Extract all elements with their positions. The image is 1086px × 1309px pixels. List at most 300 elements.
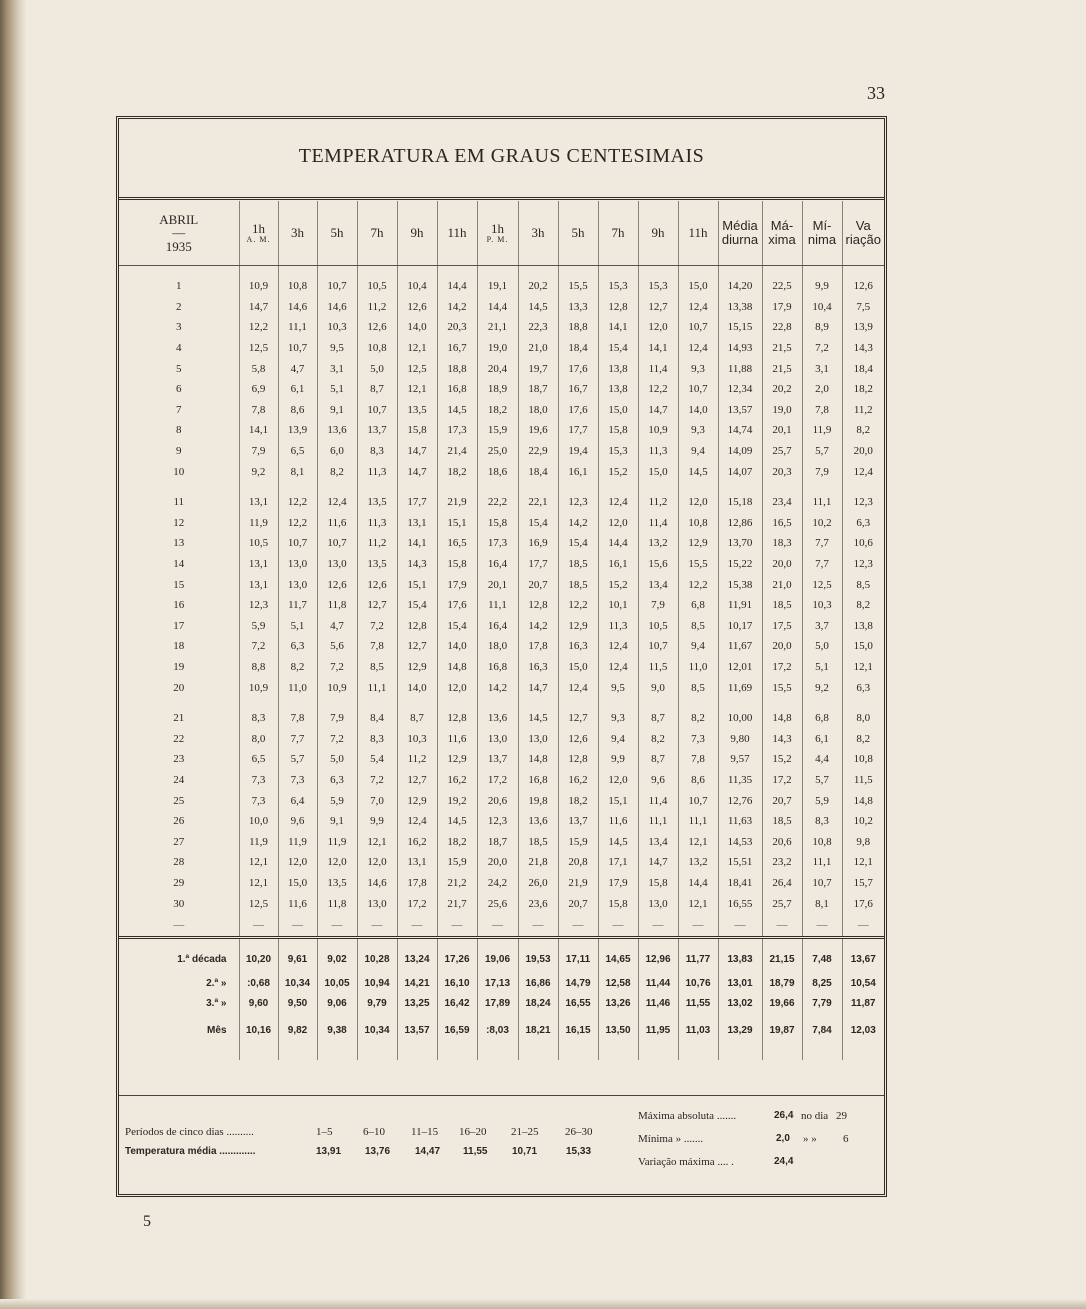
table-cell: — xyxy=(802,914,842,938)
table-row xyxy=(119,708,884,729)
table-cell: 14,0 xyxy=(397,677,437,698)
table-cell: 12,1 xyxy=(842,657,884,678)
table-cell: 11,87 xyxy=(842,993,884,1014)
table-row xyxy=(119,379,884,400)
table-cell: 10,3 xyxy=(317,317,357,338)
table-cell: 13,38 xyxy=(718,297,762,318)
table-cell: 9,9 xyxy=(802,276,842,297)
table-cell: 5,7 xyxy=(802,770,842,791)
table-cell: 11,67 xyxy=(718,636,762,657)
page-edge-shadow xyxy=(0,1299,1086,1309)
table-cell: 13,83 xyxy=(718,937,762,973)
header-hour: 5h xyxy=(317,201,357,266)
table-cell: 7,9 xyxy=(317,708,357,729)
table-cell: 18,7 xyxy=(477,831,518,852)
group-spacer xyxy=(119,698,884,708)
table-cell: 14,7 xyxy=(239,297,278,318)
table-cell: 14,7 xyxy=(397,461,437,482)
row-label: 18 xyxy=(173,640,185,653)
table-cell: 5,1 xyxy=(802,657,842,678)
table-cell: 19,87 xyxy=(762,1014,802,1048)
table-cell: 12,3 xyxy=(842,554,884,575)
period-range: 16–20 xyxy=(459,1126,487,1138)
table-cell: 11,91 xyxy=(718,595,762,616)
table-cell: 10,8 xyxy=(357,338,397,359)
temperature-table xyxy=(119,201,884,1060)
table-cell: 21,7 xyxy=(437,893,477,914)
table-cell: 10,34 xyxy=(278,973,317,994)
table-row xyxy=(119,873,884,894)
group-spacer xyxy=(119,482,884,492)
header-hour: 11h xyxy=(437,201,477,266)
table-cell: 18,41 xyxy=(718,873,762,894)
table-cell: 14,8 xyxy=(762,708,802,729)
table-cell: 20,6 xyxy=(477,790,518,811)
row-label: 9 xyxy=(176,445,182,458)
table-cell: 12,5 xyxy=(397,358,437,379)
table-cell: 15,8 xyxy=(638,873,678,894)
header-hour: 3h xyxy=(518,201,558,266)
table-cell: 14,5 xyxy=(598,831,638,852)
table-cell: 10,7 xyxy=(678,379,718,400)
table-cell: 17,7 xyxy=(518,554,558,575)
table-cell: 14,09 xyxy=(718,441,762,462)
table-cell: 15,4 xyxy=(397,595,437,616)
table-cell: 14,2 xyxy=(518,616,558,637)
table-cell: 13,0 xyxy=(278,554,317,575)
table-cell: 6,3 xyxy=(317,770,357,791)
period-mean: 10,71 xyxy=(512,1146,538,1157)
table-cell: 7,9 xyxy=(802,461,842,482)
table-cell: 10,2 xyxy=(802,513,842,534)
table-cell: 10,05 xyxy=(317,973,357,994)
table-cell: 10,0 xyxy=(239,811,278,832)
table-cell: 8,2 xyxy=(278,657,317,678)
table-cell: 14,2 xyxy=(477,677,518,698)
table-row xyxy=(119,657,884,678)
table-cell: 12,2 xyxy=(278,492,317,513)
table-cell: 18,7 xyxy=(518,379,558,400)
row-label: 5 xyxy=(176,362,182,375)
table-cell: 19,4 xyxy=(558,441,598,462)
table-cell: 16,10 xyxy=(437,973,477,994)
table-cell: 14,4 xyxy=(598,533,638,554)
table-cell: 3,1 xyxy=(802,358,842,379)
table-cell: 8,6 xyxy=(278,400,317,421)
table-cell: 8,5 xyxy=(842,574,884,595)
table-cell: 16,86 xyxy=(518,973,558,994)
book-spine-shadow xyxy=(0,0,26,1309)
table-cell: 14,21 xyxy=(397,973,437,994)
table-cell: 5,8 xyxy=(239,358,278,379)
table-cell: 5,1 xyxy=(278,616,317,637)
table-cell: 8,3 xyxy=(802,811,842,832)
table-cell: 20,0 xyxy=(477,852,518,873)
header-hour: 5h xyxy=(558,201,598,266)
table-cell: 14,6 xyxy=(357,873,397,894)
table-cell: 6,1 xyxy=(278,379,317,400)
table-cell: 9,6 xyxy=(638,770,678,791)
table-cell: 10,3 xyxy=(802,595,842,616)
table-cell: 14,3 xyxy=(397,554,437,575)
table-cell: 11,1 xyxy=(678,811,718,832)
table-cell: 15,2 xyxy=(598,574,638,595)
table-cell: 9,1 xyxy=(317,400,357,421)
table-cell: 18,8 xyxy=(558,317,598,338)
table-cell: 9,3 xyxy=(678,420,718,441)
table-cell: 16,1 xyxy=(558,461,598,482)
row-label: 8 xyxy=(176,424,182,437)
table-cell: 14,8 xyxy=(518,749,558,770)
table-cell: 13,5 xyxy=(357,554,397,575)
table-cell: 11,1 xyxy=(278,317,317,338)
table-cell: 19,53 xyxy=(518,937,558,973)
table-cell: 7,5 xyxy=(842,297,884,318)
table-cell: 14,5 xyxy=(518,708,558,729)
stats-section xyxy=(119,1095,884,1186)
table-cell: 13,0 xyxy=(477,728,518,749)
period-range: 6–10 xyxy=(363,1126,385,1138)
table-cell: 20,3 xyxy=(437,317,477,338)
table-cell: 17,5 xyxy=(762,616,802,637)
table-cell: 12,4 xyxy=(678,338,718,359)
table-cell: 14,65 xyxy=(598,937,638,973)
table-cell: — xyxy=(357,914,397,938)
table-cell: 14,20 xyxy=(718,276,762,297)
header-hour: 1h A. M. xyxy=(239,201,278,266)
absolute-max-value: 26,4 xyxy=(774,1110,794,1121)
table-cell: 11,9 xyxy=(802,420,842,441)
table-cell: 14,8 xyxy=(842,790,884,811)
table-cell: 13,57 xyxy=(397,1014,437,1048)
row-label: 24 xyxy=(173,773,185,786)
row-label: 10 xyxy=(173,465,185,478)
absolute-min-value: 2,0 xyxy=(776,1133,790,1144)
table-cell: 13,7 xyxy=(357,420,397,441)
table-cell: 17,3 xyxy=(477,533,518,554)
table-cell: 12,1 xyxy=(842,852,884,873)
period-mean: 13,76 xyxy=(365,1146,391,1157)
table-cell: 18,21 xyxy=(518,1014,558,1048)
table-cell: 12,4 xyxy=(678,297,718,318)
table-cell: 10,1 xyxy=(598,595,638,616)
table-cell: 14,4 xyxy=(437,276,477,297)
table-cell: 6,1 xyxy=(802,728,842,749)
table-cell: — xyxy=(239,914,278,938)
table-cell: 10,7 xyxy=(678,317,718,338)
table-cell: 14,6 xyxy=(278,297,317,318)
table-cell: 12,8 xyxy=(518,595,558,616)
table-row xyxy=(119,317,884,338)
table-cell: 17,6 xyxy=(842,893,884,914)
table-cell: 12,9 xyxy=(558,616,598,637)
table-cell: 13,3 xyxy=(558,297,598,318)
table-cell: 8,3 xyxy=(357,728,397,749)
table-cell: — xyxy=(718,914,762,938)
header-hour: 11h xyxy=(678,201,718,266)
table-cell: 6,3 xyxy=(842,677,884,698)
row-label: 11 xyxy=(173,496,185,509)
table-cell: 7,3 xyxy=(239,790,278,811)
table-cell: 18,0 xyxy=(518,400,558,421)
table-cell: 14,53 xyxy=(718,831,762,852)
table-cell: 16,2 xyxy=(437,770,477,791)
row-label: 23 xyxy=(173,753,185,766)
table-cell: 19,06 xyxy=(477,937,518,973)
table-cell: 13,0 xyxy=(278,574,317,595)
table-cell: 9,5 xyxy=(598,677,638,698)
table-cell: 15,8 xyxy=(477,513,518,534)
table-body xyxy=(119,266,884,1060)
table-cell: 15,9 xyxy=(477,420,518,441)
table-row xyxy=(119,636,884,657)
max-variation-label: Variação máxima .... . xyxy=(638,1156,734,1168)
table-cell: 10,7 xyxy=(678,790,718,811)
table-cell: 13,0 xyxy=(357,893,397,914)
table-cell: 6,3 xyxy=(278,636,317,657)
table-cell: 19,2 xyxy=(437,790,477,811)
table-cell: 15,51 xyxy=(718,852,762,873)
table-cell: 12,7 xyxy=(357,595,397,616)
table-cell: 13,9 xyxy=(278,420,317,441)
table-cell: 11,1 xyxy=(802,852,842,873)
table-cell: 15,4 xyxy=(518,513,558,534)
table-cell: 8,2 xyxy=(842,420,884,441)
table-cell: 6,5 xyxy=(278,441,317,462)
table-cell: 11,2 xyxy=(357,297,397,318)
table-cell: :0,68 xyxy=(239,973,278,994)
table-cell: 13,01 xyxy=(718,973,762,994)
table-row xyxy=(119,297,884,318)
table-cell: 19,6 xyxy=(518,420,558,441)
table-cell: 25,6 xyxy=(477,893,518,914)
table-row xyxy=(119,770,884,791)
table-cell: — xyxy=(437,914,477,938)
table-cell: 13,7 xyxy=(558,811,598,832)
table-cell: 5,0 xyxy=(357,358,397,379)
table-cell: — xyxy=(278,914,317,938)
table-cell: 13,0 xyxy=(638,893,678,914)
table-cell: 17,2 xyxy=(477,770,518,791)
table-cell: 15,4 xyxy=(598,338,638,359)
table-cell: 14,6 xyxy=(317,297,357,318)
table-cell: 12,1 xyxy=(397,338,437,359)
table-cell: 12,9 xyxy=(678,533,718,554)
footer-signature-mark: 5 xyxy=(143,1213,151,1230)
table-cell: 17,7 xyxy=(397,492,437,513)
table-row xyxy=(119,358,884,379)
table-row xyxy=(119,595,884,616)
table-cell: 18,5 xyxy=(518,831,558,852)
table-cell: 10,7 xyxy=(357,400,397,421)
table-cell: 18,2 xyxy=(437,831,477,852)
table-cell: 16,3 xyxy=(558,636,598,657)
table-cell: 12,6 xyxy=(357,574,397,595)
table-cell: — xyxy=(477,914,518,938)
table-cell: 14,3 xyxy=(842,338,884,359)
table-cell: 8,7 xyxy=(397,708,437,729)
table-cell: — xyxy=(678,914,718,938)
table-cell: 11,2 xyxy=(842,400,884,421)
table-cell: 13,24 xyxy=(397,937,437,973)
table-cell: 12,2 xyxy=(558,595,598,616)
table-cell: 21,0 xyxy=(518,338,558,359)
row-label: 12 xyxy=(173,516,185,529)
table-cell: 9,8 xyxy=(842,831,884,852)
table-cell: 13,25 xyxy=(397,993,437,1014)
table-cell: 13,5 xyxy=(397,400,437,421)
table-cell: 13,8 xyxy=(598,358,638,379)
period-mean: 13,91 xyxy=(316,1146,342,1157)
table-cell: 18,3 xyxy=(762,533,802,554)
period-mean: 15,33 xyxy=(566,1146,592,1157)
row-label: 1 xyxy=(176,280,182,293)
row-label: 6 xyxy=(176,383,182,396)
table-cell: 8,7 xyxy=(357,379,397,400)
table-cell: 7,8 xyxy=(239,400,278,421)
table-cell: 5,9 xyxy=(802,790,842,811)
table-cell: 18,79 xyxy=(762,973,802,994)
table-cell: 15,1 xyxy=(598,790,638,811)
header-hour: 7h xyxy=(598,201,638,266)
table-cell: 7,2 xyxy=(317,728,357,749)
table-cell: 10,8 xyxy=(802,831,842,852)
table-cell: 14,4 xyxy=(678,873,718,894)
row-label: 26 xyxy=(173,815,185,828)
table-cell: 20,3 xyxy=(762,461,802,482)
table-cell: 9,57 xyxy=(718,749,762,770)
table-row xyxy=(119,513,884,534)
row-label: 25 xyxy=(173,794,185,807)
table-cell: 16,7 xyxy=(437,338,477,359)
table-cell: 21,15 xyxy=(762,937,802,973)
table-cell: 22,5 xyxy=(762,276,802,297)
table-cell: — xyxy=(842,914,884,938)
table-cell: 8,25 xyxy=(802,973,842,994)
table-cell: 7,2 xyxy=(357,770,397,791)
table-cell: 13,1 xyxy=(397,513,437,534)
table-cell: 12,7 xyxy=(558,708,598,729)
table-cell: 14,5 xyxy=(678,461,718,482)
table-cell: 10,9 xyxy=(239,276,278,297)
table-cell: 12,1 xyxy=(678,893,718,914)
table-cell: 9,2 xyxy=(802,677,842,698)
table-cell: 17,7 xyxy=(558,420,598,441)
absolute-max-suffix: no dia xyxy=(801,1110,829,1122)
table-row xyxy=(119,461,884,482)
table-cell: 14,74 xyxy=(718,420,762,441)
table-cell: 12,5 xyxy=(239,338,278,359)
table-cell: 13,2 xyxy=(678,852,718,873)
period-range: 26–30 xyxy=(565,1126,593,1138)
table-cell: 12,0 xyxy=(678,492,718,513)
table-cell: 10,8 xyxy=(678,513,718,534)
table-cell: 12,1 xyxy=(678,831,718,852)
table-cell: 10,17 xyxy=(718,616,762,637)
table-cell: 15,9 xyxy=(558,831,598,852)
table-cell: 18,5 xyxy=(558,554,598,575)
table-cell: 6,8 xyxy=(678,595,718,616)
table-cell: 10,00 xyxy=(718,708,762,729)
periods-label: Períodos de cinco dias .......... xyxy=(125,1126,254,1138)
table-cell: 2,0 xyxy=(802,379,842,400)
table-cell: 7,2 xyxy=(239,636,278,657)
table-cell: 10,5 xyxy=(239,533,278,554)
table-cell: 9,9 xyxy=(357,811,397,832)
table-cell: 17,1 xyxy=(598,852,638,873)
table-cell: 9,61 xyxy=(278,937,317,973)
table-cell: 8,6 xyxy=(678,770,718,791)
row-label: 30 xyxy=(173,897,185,910)
table-cell: 21,9 xyxy=(558,873,598,894)
table-cell: 15,5 xyxy=(678,554,718,575)
table-cell: 15,3 xyxy=(598,441,638,462)
table-row xyxy=(119,893,884,914)
table-cell: 14,5 xyxy=(518,297,558,318)
table-cell: 9,1 xyxy=(317,811,357,832)
table-cell: 7,79 xyxy=(802,993,842,1014)
table-cell: 15,3 xyxy=(598,276,638,297)
table-cell: 18,2 xyxy=(558,790,598,811)
table-cell: 24,2 xyxy=(477,873,518,894)
table-cell: 13,02 xyxy=(718,993,762,1014)
table-cell: 15,5 xyxy=(762,677,802,698)
table-cell: 12,3 xyxy=(842,492,884,513)
table-cell: 16,55 xyxy=(718,893,762,914)
table-cell: 11,6 xyxy=(278,893,317,914)
table-cell: 13,0 xyxy=(518,728,558,749)
table-frame xyxy=(116,116,887,1197)
table-row xyxy=(119,790,884,811)
table-cell: 12,0 xyxy=(357,852,397,873)
table-cell: 14,1 xyxy=(598,317,638,338)
table-cell: 12,1 xyxy=(357,831,397,852)
table-cell: 14,5 xyxy=(437,811,477,832)
table-cell: 12,3 xyxy=(477,811,518,832)
table-cell: 17,6 xyxy=(558,358,598,379)
table-cell: 12,9 xyxy=(437,749,477,770)
table-cell: 11,0 xyxy=(678,657,718,678)
table-cell: 12,2 xyxy=(278,513,317,534)
row-label: 28 xyxy=(173,856,185,869)
table-cell: 8,5 xyxy=(678,677,718,698)
table-cell: 22,9 xyxy=(518,441,558,462)
table-cell: 13,8 xyxy=(598,379,638,400)
table-cell: 16,5 xyxy=(437,533,477,554)
table-cell: 12,4 xyxy=(598,492,638,513)
table-cell: 12,4 xyxy=(397,811,437,832)
table-cell: 14,93 xyxy=(718,338,762,359)
table-cell: — xyxy=(317,914,357,938)
table-cell: 13,1 xyxy=(397,852,437,873)
table-cell: 13,57 xyxy=(718,400,762,421)
row-label: 14 xyxy=(173,558,185,571)
table-cell: 14,7 xyxy=(638,852,678,873)
table-cell: 15,4 xyxy=(558,533,598,554)
table-cell: 16,7 xyxy=(558,379,598,400)
row-label: 7 xyxy=(176,403,182,416)
table-cell: 14,0 xyxy=(437,636,477,657)
table-cell: 14,0 xyxy=(397,317,437,338)
table-cell: 16,9 xyxy=(518,533,558,554)
table-cell: 12,0 xyxy=(317,852,357,873)
table-cell: 15,2 xyxy=(762,749,802,770)
table-cell: 6,5 xyxy=(239,749,278,770)
table-cell: 16,4 xyxy=(477,554,518,575)
table-cell: 17,2 xyxy=(762,770,802,791)
table-cell: 15,4 xyxy=(437,616,477,637)
table-cell: 12,6 xyxy=(558,728,598,749)
